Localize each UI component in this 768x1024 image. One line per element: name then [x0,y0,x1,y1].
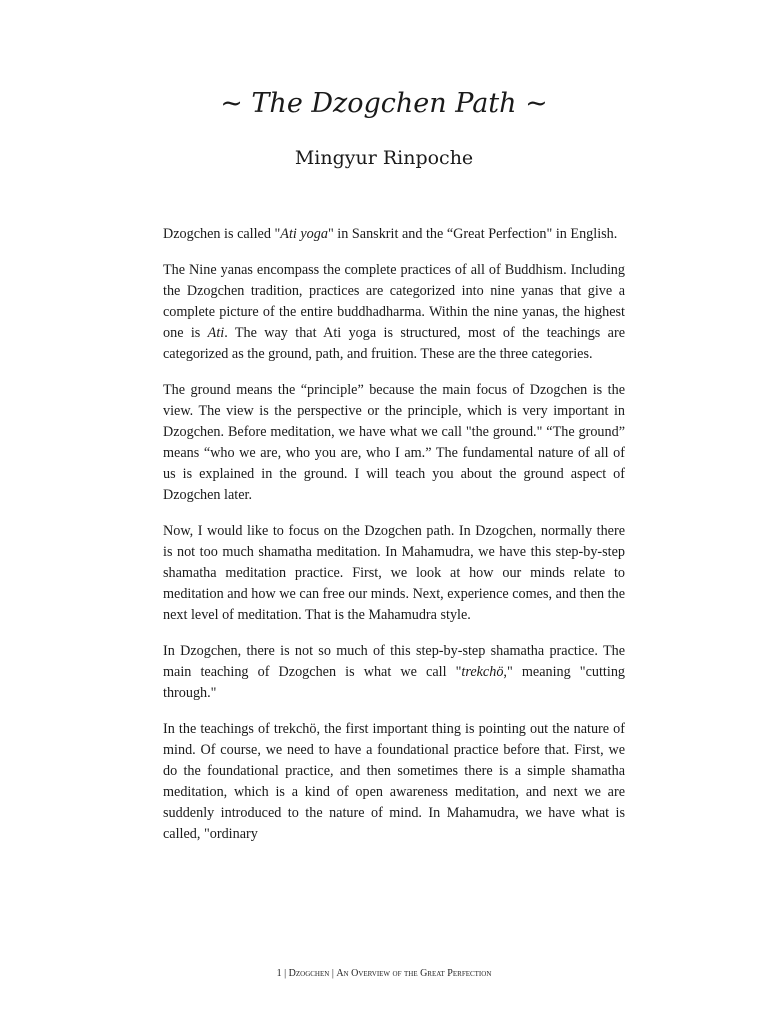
footer-separator: | [284,968,287,979]
paragraph-emphasis: Ati yoga [280,226,328,242]
author-name: Mingyur Rinpoche [294,147,474,169]
paragraph-emphasis: trekchö [461,664,504,680]
paragraph-text: Dzogchen is called " [163,226,281,242]
document-body [163,224,625,860]
page-footer [0,967,768,981]
footer-subtitle: An Overview of the Great Perfection [336,968,492,979]
paragraph: In the teachings of trekchö, the first important thing is pointing out the nature of mind. Of course, we need to have a foundational practice before that. First, we do the foundational practice, and then sometimes there is a simple shamatha meditation, which is a kind of open awareness meditation, and next we are suddenly introduced to the nature of mind. In Mahamudra, we have what is called, "ordinary [163,721,625,842]
paragraph-emphasis: Ati [207,325,225,341]
page-number: 1 [276,968,282,979]
footer-separator: | [331,968,334,979]
paragraph [163,224,625,245]
paragraph [163,641,625,704]
paragraph-text: " in Sanskrit and the “Great Perfection" in English. [327,226,618,242]
paragraph-text: . The way that Ati yoga is structured, most of the teachings are categorized as the ground, path, and fruition. These are the three categories. [163,325,625,362]
paragraph: Now, I would like to focus on the Dzogchen path. In Dzogchen, normally there is not too much shamatha meditation. In Mahamudra, we have this step-by-step shamatha meditation practice. First, we look at how our minds relate to meditation and how we can free our minds. Next, experience comes, and then the next level of meditation. That is the Mahamudra style. [163,523,625,623]
paragraph-text: In Dzogchen, there is not so much of this step-by-step shamatha practice. The main teaching of Dzogchen is what we call " [163,643,625,680]
paragraph: The ground means the “principle” because the main focus of Dzogchen is the view. The view is the perspective or the principle, which is very important in Dzogchen. Before meditation, we have what we call "the ground." “The ground” means “who we are, who you are, who I am.” The fundamental nature of all of us is explained in the ground. I will teach you about the ground aspect of Dzogchen later. [163,382,625,503]
paragraph-text: ," meaning "cutting through." [163,664,626,701]
footer-section: Dzogchen [288,968,330,979]
paragraph-text: The Nine yanas encompass the complete practices of all of Buddhism. Including the Dzogchen tradition, practices are categorized into nine yanas that give a complete picture of the entire buddhadharma. Within the nine yanas, the highest one is [163,262,625,341]
page-title: ~ The Dzogchen Path ~ [220,88,548,119]
paragraph [163,260,625,365]
